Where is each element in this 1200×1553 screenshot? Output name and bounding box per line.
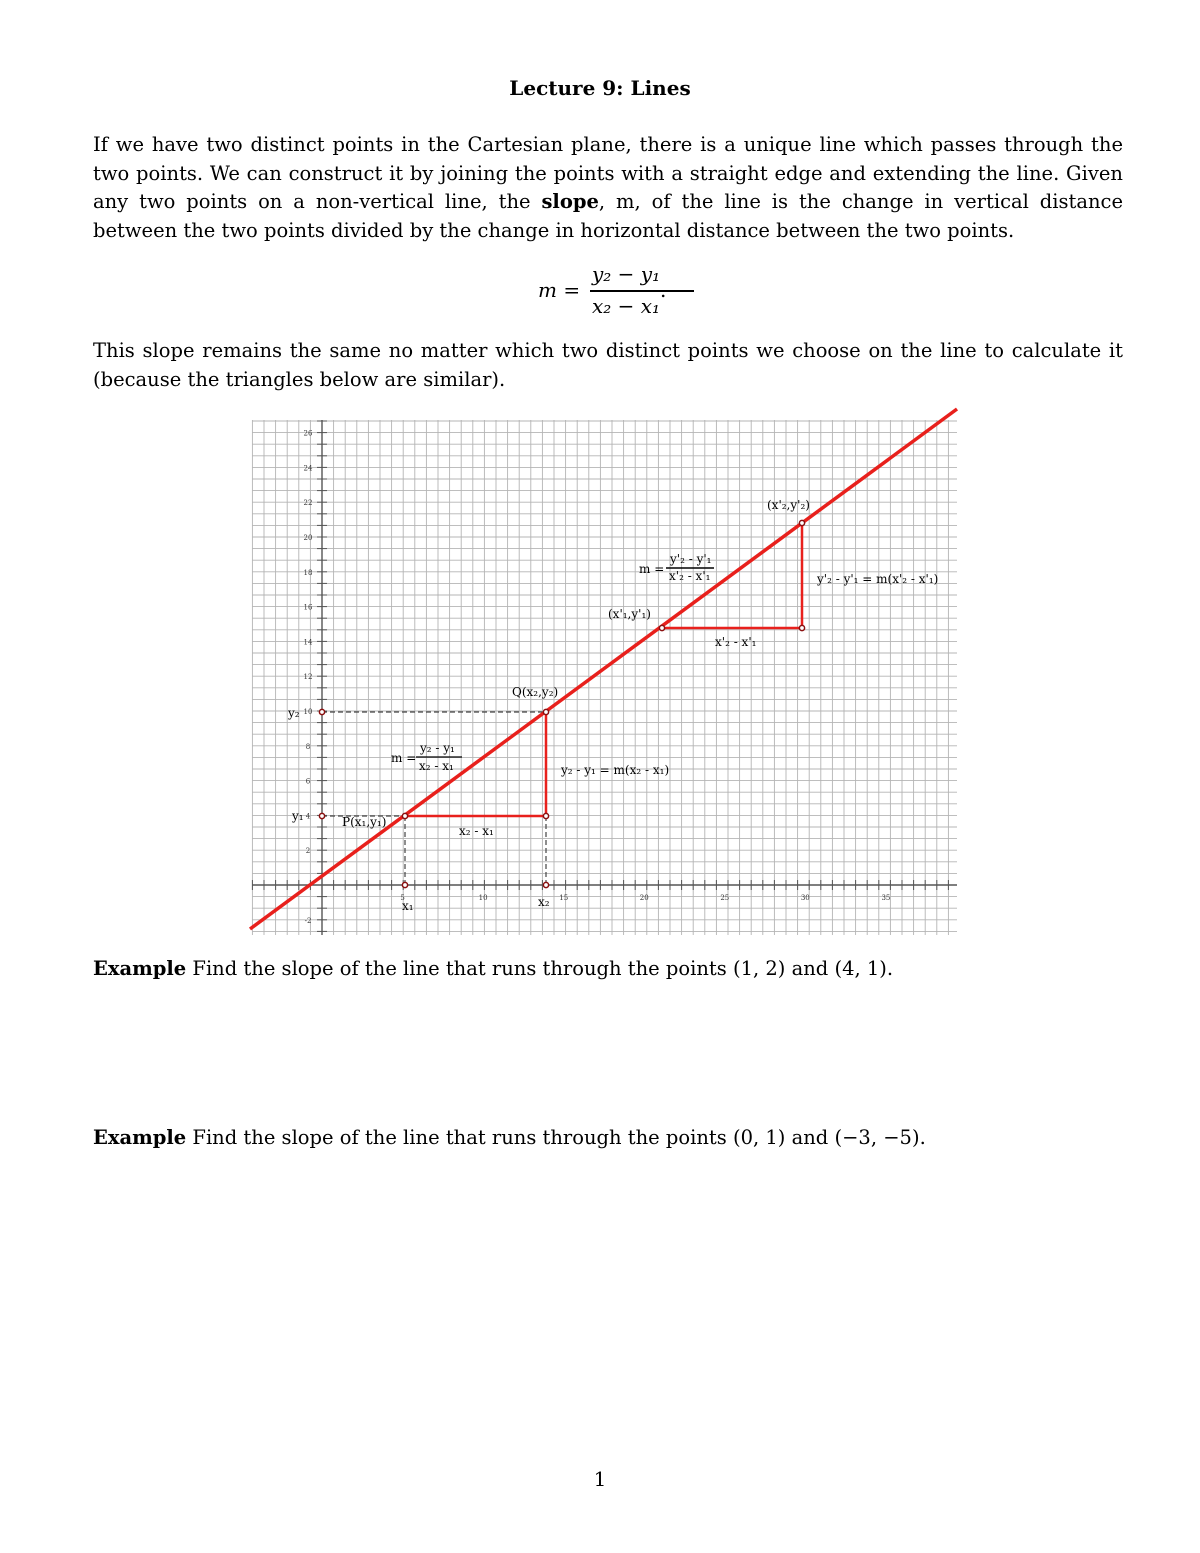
y-tick-label: 22 — [303, 499, 313, 508]
label-slope2-m: m = — [639, 562, 665, 576]
example-1 — [93, 957, 893, 980]
y-tick-label: -2 — [304, 916, 312, 925]
slope-term: slope — [541, 190, 599, 214]
example-2-text: Find the slope of the line that runs through the points (0, 1) and (−3, −5). — [186, 1126, 926, 1149]
point-x1-axis — [402, 882, 407, 887]
label-y2: y₂ — [288, 706, 300, 720]
label-slope2-num: y'₂ - y'₁ — [670, 552, 712, 566]
label-Q2: (x'₂,y'₂) — [767, 498, 810, 512]
x-tick-label: 10 — [478, 894, 488, 902]
point-corner1 — [543, 813, 548, 818]
formula-lhs: m = — [538, 278, 581, 302]
y-tick-label: 24 — [303, 464, 313, 473]
x-tick-label: 25 — [720, 894, 730, 902]
y-tick-label: 6 — [305, 777, 311, 786]
label-slope1-m: m = — [391, 751, 417, 765]
red-line — [250, 409, 957, 929]
example-2 — [93, 1126, 926, 1149]
formula-numerator: y₂ − y₁ — [592, 262, 661, 286]
label-rise1: y₂ - y₁ = m(x₂ - x₁) — [561, 763, 670, 777]
label-x1: x₁ — [402, 899, 414, 913]
x-tick-label: 35 — [881, 894, 891, 902]
y-tick-label: 20 — [303, 534, 313, 542]
example-1-text: Find the slope of the line that runs through the points (1, 2) and (4, 1). — [186, 957, 894, 980]
label-run2: x'₂ - x'₁ — [715, 635, 757, 649]
y-tick-label: 12 — [303, 673, 313, 682]
label-y1: y₁ — [292, 809, 304, 823]
intro-text-a: If we have two distinct points in the Cartesian plane, there is a unique line which passes through the two points. We can construct it by joining the points with a straight edge and extending the line. Given any two points on a non-vertical line, the — [93, 133, 1123, 214]
x-tick-label: 20 — [639, 894, 649, 902]
grid-lines — [252, 420, 957, 935]
example-1-label: Example — [93, 957, 187, 980]
label-slope1-num: y₂ - y₁ — [420, 741, 455, 755]
similar-triangles-paragraph: This slope remains the same no matter which two distinct points we choose on the line to calculate it (because the triangles below are similar). — [93, 339, 1123, 391]
label-rise2: y'₂ - y'₁ = m(x'₂ - x'₁) — [817, 572, 939, 586]
label-Q: Q(x₂,y₂) — [512, 685, 559, 699]
intro-text-b: , m, of the line is the change in vertical distance between the two points divided by the change in horizontal distance between the two points. — [93, 190, 1123, 243]
x-tick-label: 30 — [800, 894, 810, 902]
y-tick-label: 2 — [305, 847, 311, 856]
y-tick-label: 26 — [303, 429, 313, 438]
point-Q — [543, 709, 548, 714]
y-tick-label: 4 — [305, 812, 311, 821]
y-tick-label: 18 — [303, 568, 313, 577]
point-y2-axis — [319, 709, 324, 714]
y-tick-label: 8 — [305, 742, 311, 751]
y-tick-label: 14 — [303, 638, 313, 647]
point-x2-axis — [543, 882, 548, 887]
y-tick-label: 10 — [303, 708, 313, 716]
x-tick-label: 15 — [559, 894, 569, 902]
example-2-label: Example — [93, 1126, 187, 1149]
label-slope1-den: x₂ - x₁ — [419, 759, 454, 773]
point-Q2 — [799, 520, 804, 525]
x-tick-label: 5 — [400, 894, 405, 902]
label-run1: x₂ - x₁ — [459, 824, 494, 838]
label-P2: (x'₁,y'₁) — [608, 607, 651, 621]
point-corner2 — [799, 625, 804, 630]
y-tick-label: 16 — [303, 603, 313, 612]
formula-denominator: x₂ − x₁ — [592, 294, 661, 318]
point-P2 — [659, 625, 664, 630]
point-y1-axis — [319, 813, 324, 818]
point-P — [402, 813, 407, 818]
page-number: 1 — [593, 1467, 607, 1491]
label-P: P(x₁,y₁) — [342, 815, 387, 829]
page-title: Lecture 9: Lines — [509, 76, 691, 100]
formula-period: . — [660, 278, 667, 302]
label-x2: x₂ — [538, 895, 550, 909]
label-slope2-den: x'₂ - x'₁ — [669, 569, 711, 583]
